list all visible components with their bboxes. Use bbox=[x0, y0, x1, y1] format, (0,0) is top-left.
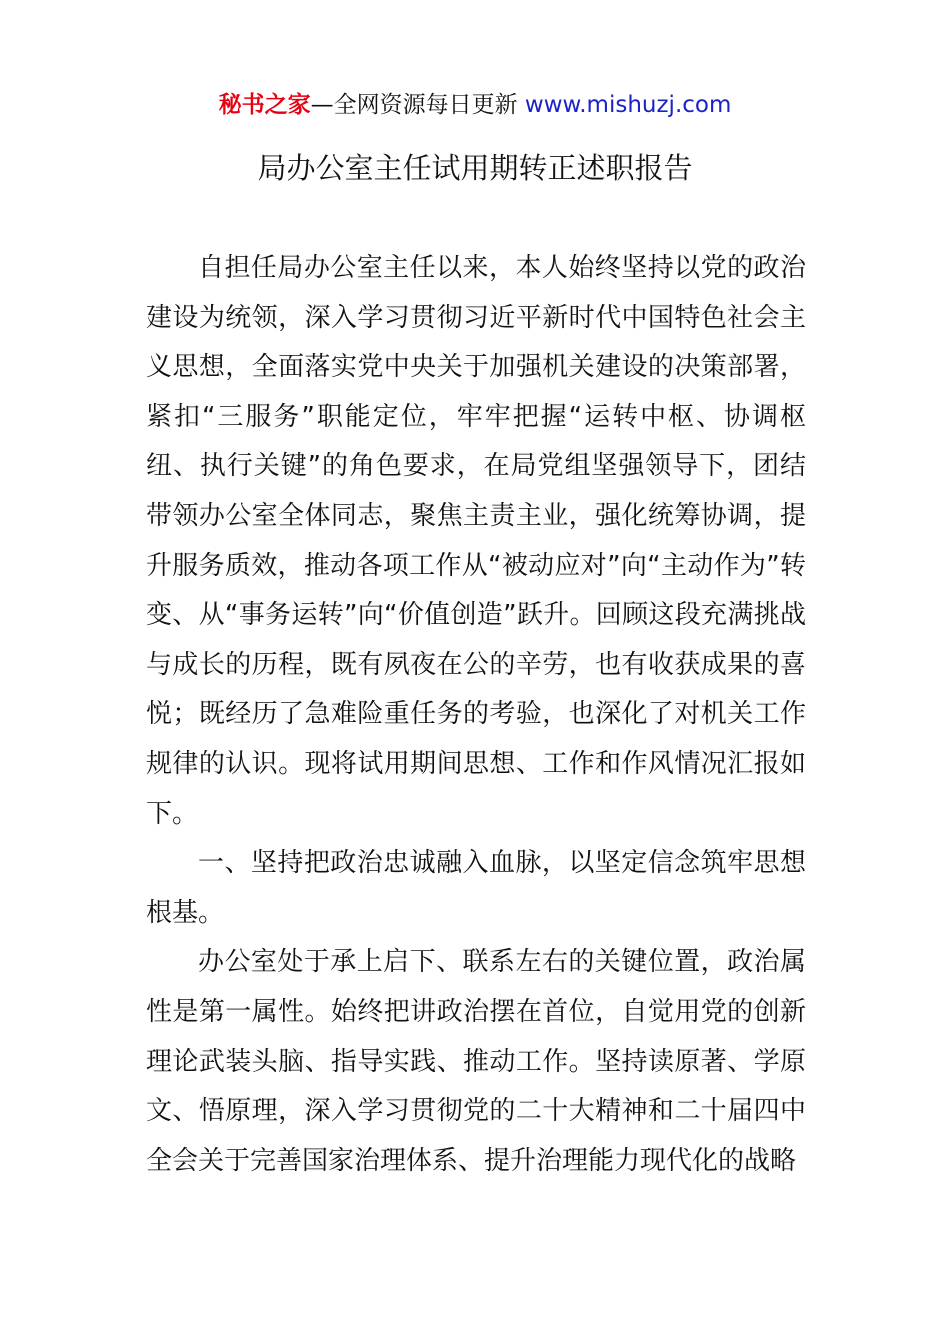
site-tagline: —全网资源每日更新 bbox=[310, 92, 525, 118]
document-title: 局办公室主任试用期转正述职报告 bbox=[257, 151, 693, 185]
site-name: 秘书之家 bbox=[218, 92, 311, 118]
document-body bbox=[146, 244, 806, 1186]
section-heading-1: 一、坚持把政治忠诚融入血脉，以坚定信念筑牢思想根基。 bbox=[146, 848, 806, 928]
site-url-link[interactable]: www.mishuzj.com bbox=[524, 92, 732, 118]
site-header bbox=[0, 88, 950, 122]
paragraph-section-1: 办公室处于承上启下、联系左右的关键位置，政治属性是第一属性。始终把讲政治摆在首位，自觉用党的创新理论武装头脑、指导实践、推动工作。坚持读原著、学原文、悟原理，深入学习贯彻党的二十大精神和二十届四中全会关于完善国家治理体系、提升治理能力现代化的战略 bbox=[146, 947, 806, 1176]
paragraph-intro: 自担任局办公室主任以来，本人始终坚持以党的政治建设为统领，深入学习贯彻习近平新时代中国特色社会主义思想，全面落实党中央关于加强机关建设的决策部署，紧扣“三服务”职能定位，牢牢把握“运转中枢、协调枢纽、执行关键”的角色要求，在局党组坚强领导下，团结带领办公室全体同志，聚焦主责主业，强化统筹协调，提升服务质效，推动各项工作从“被动应对”向“主动作为”转变、从“事务运转”向“价值创造”跃升。回顾这段充满挑战与成长的历程，既有夙夜在公的辛劳，也有收获成果的喜悦；既经历了急难险重任务的考验，也深化了对机关工作规律的认识。现将试用期间思想、工作和作风情况汇报如下。 bbox=[146, 253, 806, 829]
